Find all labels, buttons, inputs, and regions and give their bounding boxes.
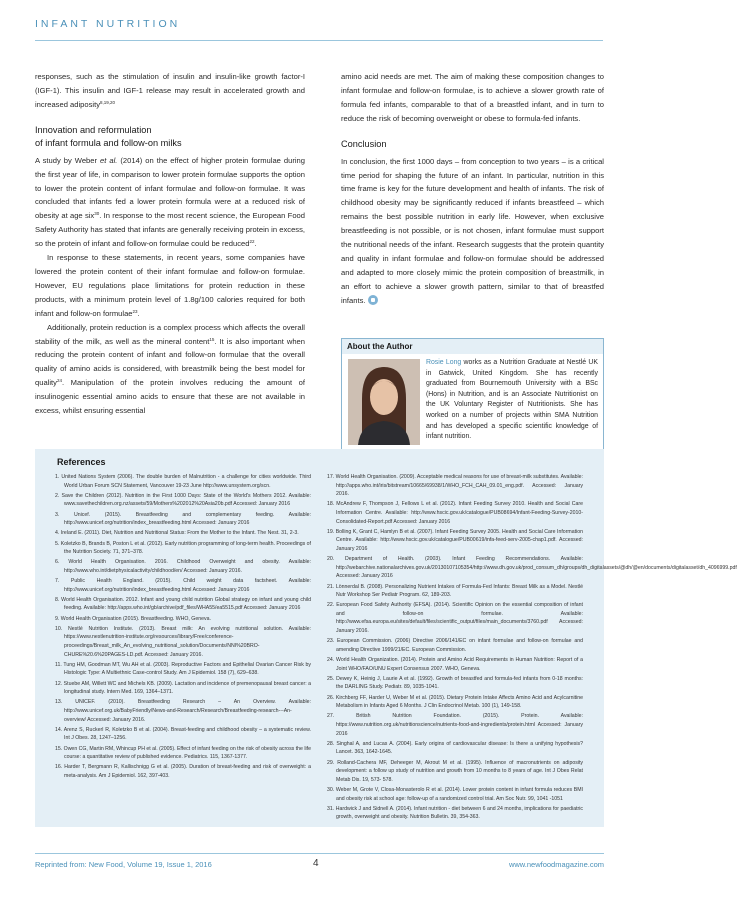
reference-item: 12. Stuebe AM, Willett WC and Michels KB. (2009). Lactation and incidence of premenopausal breast cancer: a longitudinal study. Intern Med. 169, 1364–1371. [55, 680, 311, 696]
reference-item: 21. Lönnerdal B. (2008). Personalizing Nutrient Intakes of Formula-Fed Infants: Breast Milk as a Model. Nestlé Nutr Workshop Ser Pediatr Program. 62, 189-203. [327, 583, 583, 599]
reference-item: 29. Rolland-Cachera MF, Deheeger M, Akrout M et al. (1995). Influence of macronutrients on adiposity development: a follow up study of nutrition and growth from 10 months to 8 years of age. Int J Obes Relat Metab Dis. 19, 573- 578. [327, 759, 583, 783]
reference-item: 23. European Commission. (2006) Directive 2006/141/EC on infant formulae and follow-on formulae and amending Directive 1999/21/EC. European Commission. [327, 638, 583, 653]
paragraph-text: . It is also important when reducing the protein content of infant and follow-on formulae that the overall quality of amino acids is considered, with breastmilk being the best model for quality [35, 336, 305, 388]
heading-line: Innovation and reformulation [35, 124, 152, 135]
section-heading [35, 124, 305, 150]
reference-item: 25. Dewey K, Heinig J, Laurie A et al. (1992). Growth of breastfed and formula-fed infants from 0-18 months: the DARLING Study. Pediatr. 89, 1035-1041. [327, 675, 583, 691]
author-bio-text: works as a Nutrition Graduate at Nestlé UK in Gatwick, United Kingdom. She has recently graduated from Bournemouth University with a BSc (Hons) in Nutrition, and is an Associate Nutritionist on the UK Voluntary Register of Nutritionists. She has worked on a number of projects within SMA Nutrition and has developed a specific scientific knowledge of infant nutrition. [426, 359, 598, 441]
footer-source: Reprinted from: New Food, Volume 19, Issue 1, 2016 [35, 860, 212, 869]
citation: 22 [249, 239, 255, 245]
end-of-article-icon [368, 295, 378, 305]
paragraph-text: responses, such as the stimulation of insulin and insulin-like growth factor-I (IGF-1). This insulin and IGF-1 release may result in accelerated growth and increased adiposity [35, 72, 305, 109]
reference-item: 10. Nestlé Nutrition Institute. (2013). Breast milk: An evolving nutritional solution. Available: https://www.nestlenutrition-institute.org/resources/library/Free/conference-proceedings/Breast_milk_An_evolving_nutritional_solution/Documents/NNI%20BRO-CHURE%20.6%20PAGES-LD.pdf. Accessed: January 2016. [55, 625, 311, 658]
citation: 8,19,20 [100, 99, 116, 105]
citation: 24 [56, 378, 62, 384]
paragraph [35, 251, 305, 321]
paragraph-text: . In response to the most recent science, the European Food Safety Authority has stated that infants are generally receiving protein in excess, so the protein of infant and follow-on formulae could be reduced [35, 211, 305, 249]
paragraph [35, 70, 305, 112]
paragraph-text: (2014) on the effect of higher protein formulae during the first year of life, in comparison to lower protein formulae supports the option to lower the protein content of infant formulae and follow-on formulae. It was concluded that infants fed a lower protein formula were at a reduced risk of obesity at age six [35, 155, 306, 221]
footer-website[interactable]: www.newfoodmagazine.com [508, 860, 604, 869]
page-number: 4 [313, 858, 319, 869]
footer-divider [35, 853, 604, 854]
paragraph [35, 321, 305, 418]
paragraph-text: . [254, 239, 257, 249]
reference-item: 1. United Nations System (2006). The double burden of Malnutrition - a challenge for cities worldwide. Third World Urban Forum SCN Statement, Vancouver 19-23 June http://www.unsystem.org/scn. [55, 474, 311, 489]
conclusion-heading: Conclusion [341, 138, 387, 149]
paragraph-text: . [137, 308, 140, 318]
paragraph-text: A study by Weber [35, 155, 101, 165]
references-right-list [327, 473, 737, 823]
reference-item: 26. Kirchberg FF, Harder U, Weber M et al. (2015). Dietary Protein Intake Affects Amino Acid and Acylcarnitine Metabolism in Infants Aged 6 Months. J Clin Endocrinol Metab. 100 (1), 149-158. [327, 694, 583, 710]
reference-item: 4. Ireland E. (2011). Diet, Nutrition and Nutritional Status: From the Mother to the Infant. The Nest. 31, 2-3. [55, 530, 299, 537]
reference-item: 8. World Health Organisation. 2012. Infant and young child nutrition Global strategy on infant and young child feeding. Available: http://apps.who.int/gb/archive/pdf_files/WHA55/ea5515.pdf Accessed: January 2016 [55, 596, 311, 612]
reference-item: 17. World Health Organisation. (2009). Acceptable medical reasons for use of breast-milk substitutes. Available: http://apps.who.int/iris/bitstream/10665/69938/1/WHO_FCH_CAH_09.01_eng.pdf. Accessed: January 2016. [327, 474, 583, 498]
references-left-list [55, 473, 311, 782]
left-column [35, 70, 305, 418]
emphasis: et al. [100, 155, 118, 165]
reference-item: 27. British Nutrition Foundation. (2015). Protein. Available: https://www.nutrition.org.uk/nutritionscience/nutrients-food-and-ingredients/protein.html Accessed: January 2016 [327, 713, 583, 737]
reference-item: 6. World Health Organisation. 2016. Childhood Overweight and obesity. Available: http://www.who.int/dietphysicalactivity/childhood/en/ Accessed: January 2016. [55, 559, 311, 574]
about-author-box [341, 338, 604, 450]
reference-item: 13. UNICEF. (2010). Breastfeeding Research – An Overview. Available: http://www.unicef.org.uk/BabyFriendly/News-and-Research/Research/Breastfeeding-research---An-overview/ Accessed: January 2016. [55, 699, 311, 723]
references-title: References [57, 457, 106, 467]
reference-item: 3. Unicef. (2015). Breastfeeding and complementary feeding. Available: http://www.unicef.org/nutrition/index_breastfeeding.html Accessed: January 2016 [55, 511, 311, 527]
paragraph-text: In response to these statements, in recent years, some companies have lowered the protein content of their infant formulae and follow-on formulae. However, EU regulations place limitations for protein reduction in these products, with a minimum protein level of 1.8g/100 calories required for both infant and follow-on formulae [35, 253, 305, 318]
reference-item: 14. Arenz S, Ruckerl R, Koletzko B et al. (2004). Breast-feeding and childhood obesity – a systematic review. Int J Obes. 28, 1247–1256. [55, 726, 311, 742]
paragraph-text: . Manipulation of the protein involves reducing the amount of insulinogenic essential amino acids to ensure that these are not available in excess, whilst ensuring essential [35, 378, 305, 416]
header-divider [35, 40, 603, 41]
author-box-title: About the Author [342, 339, 603, 354]
reference-item: 11. Tung HM, Goodman MT, Wu AH et al. (2003). Reproductive Factors and Epithelial Ovarian Cancer Risk by Histologic Type: A Multiethnic Case-control Study. Am J Epidemiol. 158 (7), 629–638. [55, 661, 311, 677]
author-bio [426, 358, 598, 443]
reference-item: 18. McAndrew F, Thompson J, Fellows L et al. (2012). Infant Feeding Survey 2010. Health and Social Care Information Centre. Available: http://www.hscic.gov.uk/catalogue/PUB08694/Infant-Feeding-Survey-2010-Consolidated-Report.pdf Accessed: January 2016 [327, 501, 583, 525]
reference-item: 5. Koletzko B, Brands B, Poston L et al. (2012). Early nutrition programming of long-term health. Proceedings of the Nutrition Society. 71, 371–378. [55, 540, 311, 556]
author-photo [348, 359, 420, 445]
author-name: Rosie Long [426, 359, 462, 366]
reference-item: 19. Bolling K, Grant C, Hamlyn B et al. (2007). Infant Feeding Survey 2005. Health and Social Care Information Centre. Available: http://www.hscic.gov.uk/catalogue/PUB00619/infa-feed-serv-2005-chap1.pdf. Accessed: January 2016 [327, 528, 583, 552]
heading-line: of infant formula and follow-on milks [35, 137, 182, 148]
reference-item: 16. Harder T, Bergmann R, Kallischnigg G et al. (2005). Duration of breast-feeding and risk of overweight: a meta-analysis. Am J Epidemiol. 162, 397-403. [55, 764, 311, 779]
paragraph [35, 154, 305, 251]
citation: 23 [132, 308, 138, 314]
citation: 30 [94, 211, 100, 217]
paragraph-text: In conclusion, the first 1000 days – from conception to two years – is a critical time period for shaping the future of an infant. In particular, nutrition in this time frame is key for the future development and health of infants. The risk of childhood obesity may be significantly reduced if infants breastfeed – which remains the best possible nutrition in early life. However, when exclusive breastfeeding is not possible, or is not chosen, infant formulae must support the nutritional needs of the infant. Research suggests that the protein quantity and quality in infant formulae and follow-on formulae should be addressed and adapted to more closely mimic the protein composition of breastmilk, in an effort to achieve a slower growth pattern, similar to that of breastfed infants. [341, 156, 604, 305]
citation: 15 [209, 336, 215, 342]
paragraph [341, 155, 604, 308]
paragraph-text: Additionally, protein reduction is a complex process which affects the overall stability of the milk, as well as the mineral content [35, 322, 305, 346]
reference-item: 31. Hardwick J and Sidnell A. (2014). Infant nutrition - diet between 6 and 24 months, implications for paediatric growth, overweight and obesity. Nutrition Bulletin. 39, 354-363. [327, 805, 583, 821]
right-column [341, 70, 604, 308]
reference-item: 24. World Health Organization. (2014). Protein and Amino Acid Requirements in Human Nutrition: Report of a Joint WHO/FAO/UNU Expert Consensus 2007. WHO, Geneva. [327, 657, 583, 672]
reference-item: 15. Owen CG, Martin RM, Whincup PH et al. (2005). Effect of infant feeding on the risk of obesity across the life course: a quantitative review of published evidence. Pediatrics. 115, 1367-1377. [55, 745, 311, 761]
reference-item: 2. Save the Children (2012). Nutrition in the First 1000 Days: State of the World's Mothers 2012. Available: www.savethechildren.org.nz/assets/59/Mothers%202012%20Asia20b.pdf Accessed: January 2016 [55, 492, 311, 508]
reference-item: 28. Singhal A, and Lucas A. (2004). Early origins of cardiovascular disease: Is there a unifying hypothesis? Lancet. 363, 1642-1645. [327, 740, 583, 756]
page-footer [35, 853, 604, 873]
reference-item: 22. European Food Safety Authority (EFSA). (2014). Scientific Opinion on the essential composition of infant and follow-on formulae. Available: http://www.efsa.europa.eu/sites/default/files/scientific_output/files/main_documents/3760.pdf Accessed: January 2016. [327, 602, 583, 635]
reference-item: 20. Department of Health. (2003). Infant Feeding Recommendations. Available: http://webarchive.nationalarchives.gov.uk/20130107105354/http://www.dh.gov.uk/prod_consum_dh/groups/dh_digitalassets/@dh/@en/documents/digitalasset/dh_4096999.pdf Accessed: January 2016 [327, 556, 737, 580]
reference-item: 30. Weber M, Grote V, Closa-Monasterolo R et al. (2014). Lower protein content in infant formula reduces BMI and obesity risk at school age: follow-up of a randomized control trial. Am Soc Nutr. 99, 1041 -1051 [327, 786, 583, 802]
references-box [35, 449, 737, 827]
page-header [35, 0, 603, 40]
paragraph: amino acid needs are met. The aim of making these composition changes to infant formulae and follow-on formulae, is to achieve a slower growth rate of formula fed infants, comparable to that of a breastfed infant, and in turn to reduce the risk of becoming overweight or obese to formula-fed infants. [341, 72, 604, 123]
section-title: INFANT NUTRITION [35, 18, 181, 30]
reference-item: 7. Public Health England. (2015). Child weight data factsheet. Available: http://www.unicef.org/nutrition/index_breastfeeding.html Accessed: January 2016 [55, 578, 311, 593]
reference-item: 9. World Health Organisation (2015). Breastfeeding. WHO, Geneva. [55, 615, 211, 622]
